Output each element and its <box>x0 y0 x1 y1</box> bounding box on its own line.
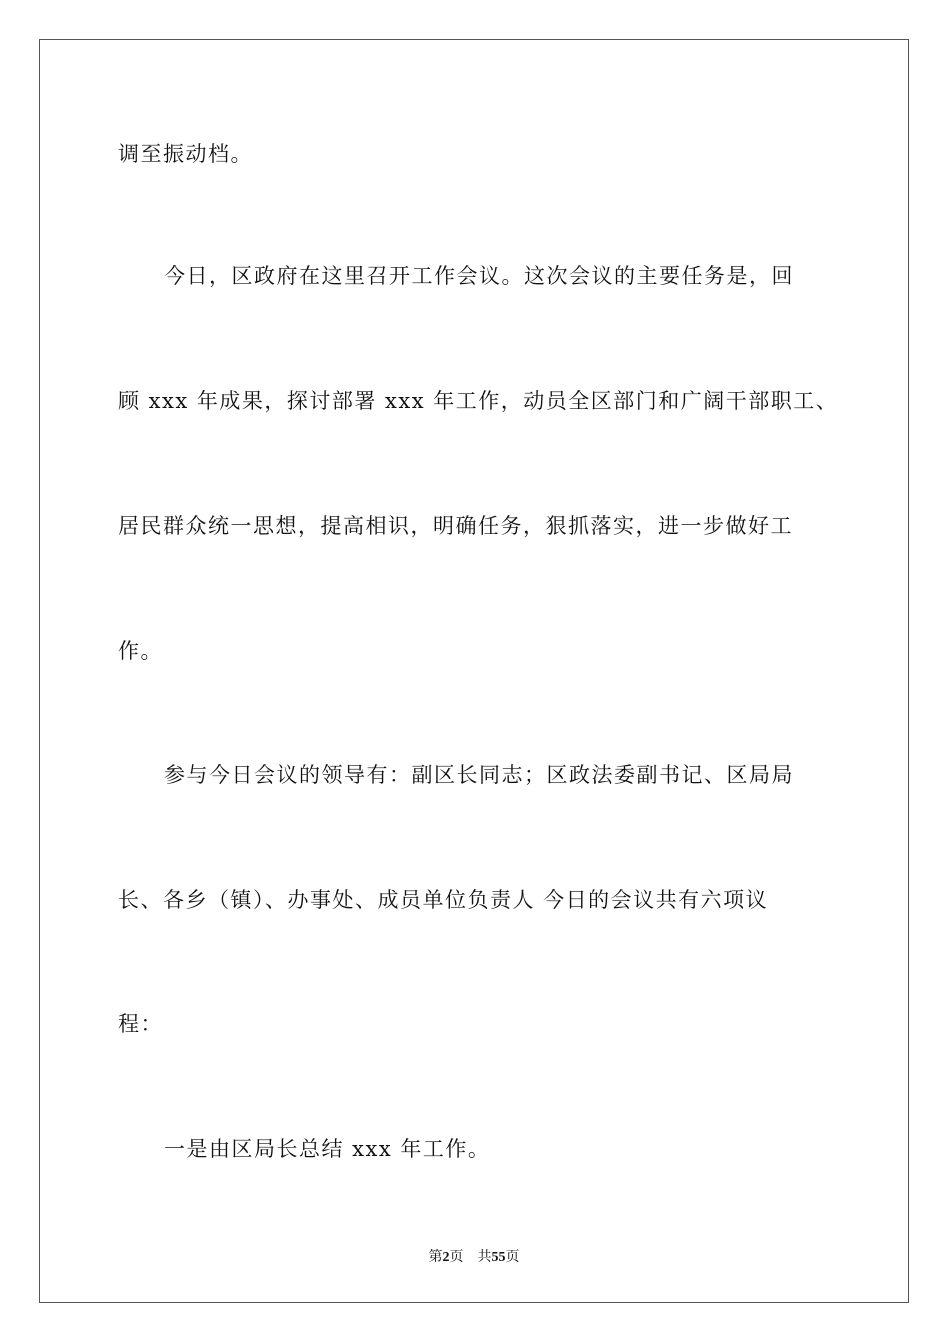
page-number: 2 <box>442 1250 450 1265</box>
page-prefix: 第 <box>428 1250 443 1265</box>
page-suffix: 页 <box>449 1250 464 1265</box>
text-line-8: 程： <box>118 1012 163 1036</box>
text-line-5: 作。 <box>118 639 163 663</box>
total-pages: 55 <box>491 1250 506 1265</box>
text-line-1: 调至振动档。 <box>118 142 253 166</box>
text-line-6: 参与今日会议的领导有：副区长同志；区政法委副书记、区局局 <box>164 763 794 787</box>
text-line-4: 居民群众统一思想，提高相识，明确任务，狠抓落实，进一步做好工 <box>118 514 793 538</box>
text-line-2: 今日，区政府在这里召开工作会议。这次会议的主要任务是，回 <box>164 264 794 288</box>
total-prefix: 共 <box>477 1250 492 1265</box>
text-line-3: 顾 xxx 年成果，探讨部署 xxx 年工作，动员全区部门和广阔干部职工、 <box>118 389 839 413</box>
document-page <box>39 39 909 1303</box>
page-footer <box>40 1249 908 1267</box>
text-line-9: 一是由区局长总结 xxx 年工作。 <box>164 1137 491 1161</box>
text-line-7: 长、各乡（镇）、办事处、成员单位负责人 今日的会议共有六项议 <box>118 888 769 912</box>
total-suffix: 页 <box>505 1250 520 1265</box>
